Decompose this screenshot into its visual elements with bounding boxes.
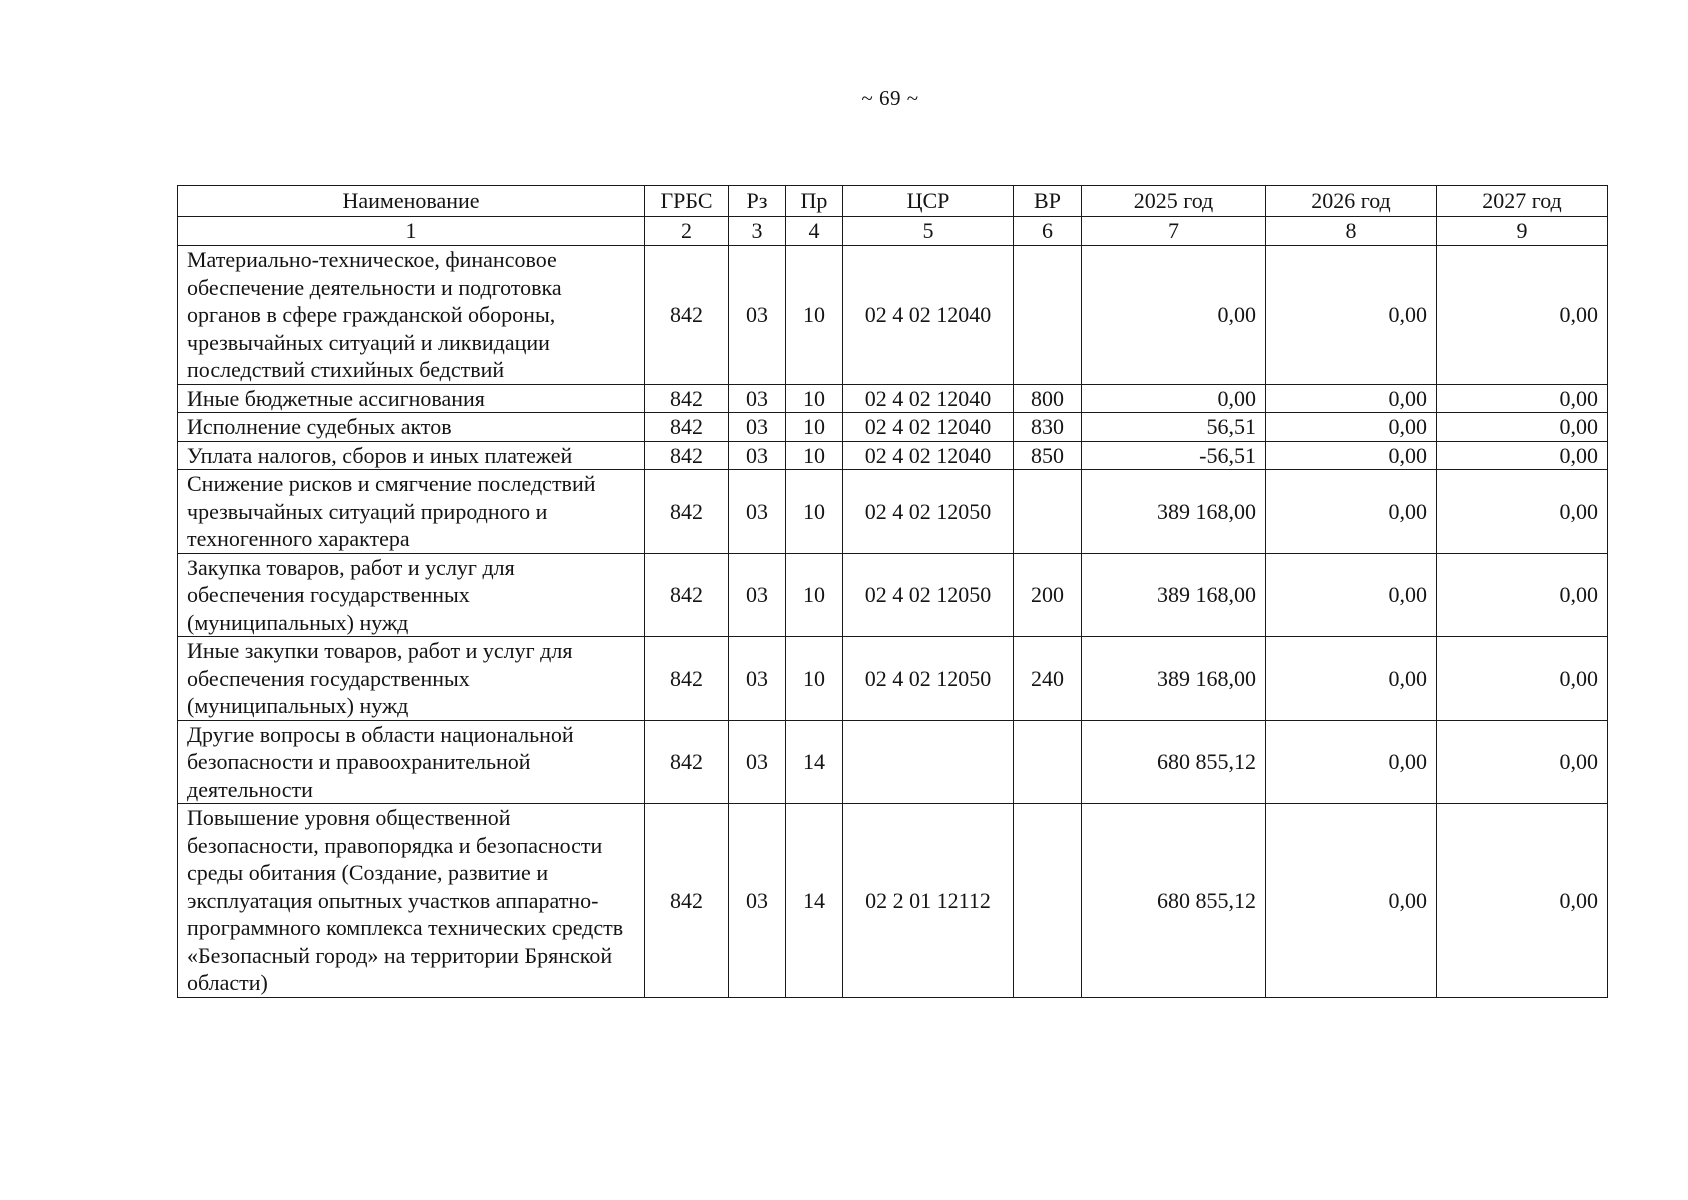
- row-name: Снижение рисков и смягчение последствий чрезвычайных ситуаций природного и техногенного характера: [178, 470, 645, 554]
- page-number: ~ 69 ~: [861, 86, 919, 110]
- row-grbs: 842: [645, 384, 729, 413]
- row-grbs: 842: [645, 720, 729, 804]
- row-grbs: 842: [645, 637, 729, 721]
- row-vr: 800: [1014, 384, 1082, 413]
- row-2027: 0,00: [1437, 246, 1608, 385]
- table-row: [178, 384, 1608, 413]
- row-csr: 02 4 02 12050: [843, 553, 1014, 637]
- row-vr: 830: [1014, 413, 1082, 442]
- row-2025: -56,51: [1082, 441, 1266, 470]
- column-number: 1: [178, 217, 645, 246]
- column-number: 7: [1082, 217, 1266, 246]
- column-number: 3: [729, 217, 786, 246]
- row-name: Закупка товаров, работ и услуг для обеспечения государственных (муниципальных) нужд: [178, 553, 645, 637]
- table-row: [178, 441, 1608, 470]
- row-2027: 0,00: [1437, 441, 1608, 470]
- header-rz: Рз: [729, 186, 786, 217]
- table-row: [178, 470, 1608, 554]
- row-csr: 02 4 02 12050: [843, 637, 1014, 721]
- row-2025: 680 855,12: [1082, 804, 1266, 998]
- row-csr: 02 4 02 12040: [843, 246, 1014, 385]
- row-2025: 389 168,00: [1082, 637, 1266, 721]
- column-number: 6: [1014, 217, 1082, 246]
- row-2025: 0,00: [1082, 384, 1266, 413]
- row-grbs: 842: [645, 804, 729, 998]
- header-2025: 2025 год: [1082, 186, 1266, 217]
- row-name: Материально-техническое, финансовое обеспечение деятельности и подготовка органов в сфере гражданской обороны, чрезвычайных ситуаций и ликвидации последствий стихийных бедствий: [178, 246, 645, 385]
- header-csr: ЦСР: [843, 186, 1014, 217]
- row-csr: [843, 720, 1014, 804]
- row-2025: 680 855,12: [1082, 720, 1266, 804]
- row-2025: 56,51: [1082, 413, 1266, 442]
- row-csr: 02 4 02 12050: [843, 470, 1014, 554]
- row-rz: 03: [729, 720, 786, 804]
- row-vr: 200: [1014, 553, 1082, 637]
- row-2027: 0,00: [1437, 413, 1608, 442]
- row-vr: 850: [1014, 441, 1082, 470]
- row-2025: 389 168,00: [1082, 553, 1266, 637]
- row-vr: 240: [1014, 637, 1082, 721]
- header-row: [178, 186, 1608, 217]
- table-row: [178, 553, 1608, 637]
- row-pr: 10: [786, 553, 843, 637]
- row-pr: 10: [786, 413, 843, 442]
- row-name: Другие вопросы в области национальной безопасности и правоохранительной деятельности: [178, 720, 645, 804]
- column-number-row: [178, 217, 1608, 246]
- row-name: Иные закупки товаров, работ и услуг для обеспечения государственных (муниципальных) нужд: [178, 637, 645, 721]
- row-2026: 0,00: [1266, 384, 1437, 413]
- row-grbs: 842: [645, 470, 729, 554]
- row-2026: 0,00: [1266, 441, 1437, 470]
- table-row: [178, 246, 1608, 385]
- row-name: Иные бюджетные ассигнования: [178, 384, 645, 413]
- table-row: [178, 804, 1608, 998]
- table-row: [178, 637, 1608, 721]
- row-rz: 03: [729, 413, 786, 442]
- table-row: [178, 720, 1608, 804]
- table-row: [178, 413, 1608, 442]
- column-number: 2: [645, 217, 729, 246]
- header-grbs: ГРБС: [645, 186, 729, 217]
- row-csr: 02 4 02 12040: [843, 384, 1014, 413]
- row-rz: 03: [729, 470, 786, 554]
- row-pr: 10: [786, 470, 843, 554]
- row-vr: [1014, 246, 1082, 385]
- row-2026: 0,00: [1266, 470, 1437, 554]
- row-2026: 0,00: [1266, 637, 1437, 721]
- row-pr: 10: [786, 637, 843, 721]
- row-rz: 03: [729, 246, 786, 385]
- row-grbs: 842: [645, 441, 729, 470]
- row-pr: 14: [786, 804, 843, 998]
- row-name: Уплата налогов, сборов и иных платежей: [178, 441, 645, 470]
- row-2027: 0,00: [1437, 553, 1608, 637]
- header-pr: Пр: [786, 186, 843, 217]
- row-2027: 0,00: [1437, 470, 1608, 554]
- row-pr: 14: [786, 720, 843, 804]
- row-2027: 0,00: [1437, 804, 1608, 998]
- row-vr: [1014, 470, 1082, 554]
- row-grbs: 842: [645, 553, 729, 637]
- row-rz: 03: [729, 441, 786, 470]
- header-name: Наименование: [178, 186, 645, 217]
- column-number: 4: [786, 217, 843, 246]
- row-pr: 10: [786, 246, 843, 385]
- header-2027: 2027 год: [1437, 186, 1608, 217]
- row-2026: 0,00: [1266, 246, 1437, 385]
- row-csr: 02 2 01 12112: [843, 804, 1014, 998]
- row-2027: 0,00: [1437, 384, 1608, 413]
- row-2027: 0,00: [1437, 720, 1608, 804]
- row-2025: 389 168,00: [1082, 470, 1266, 554]
- row-csr: 02 4 02 12040: [843, 441, 1014, 470]
- row-csr: 02 4 02 12040: [843, 413, 1014, 442]
- row-2027: 0,00: [1437, 637, 1608, 721]
- row-vr: [1014, 720, 1082, 804]
- row-vr: [1014, 804, 1082, 998]
- column-number: 8: [1266, 217, 1437, 246]
- row-grbs: 842: [645, 413, 729, 442]
- column-number: 9: [1437, 217, 1608, 246]
- row-pr: 10: [786, 441, 843, 470]
- row-2026: 0,00: [1266, 720, 1437, 804]
- budget-table: [177, 185, 1608, 998]
- row-2026: 0,00: [1266, 804, 1437, 998]
- row-rz: 03: [729, 637, 786, 721]
- row-2026: 0,00: [1266, 413, 1437, 442]
- row-name: Повышение уровня общественной безопасности, правопорядка и безопасности среды обитания (Создание, развитие и эксплуатация опытных участков аппаратно-программного комплекса технических средств «Безопасный город» на территории Брянской области): [178, 804, 645, 998]
- row-grbs: 842: [645, 246, 729, 385]
- row-rz: 03: [729, 553, 786, 637]
- row-rz: 03: [729, 804, 786, 998]
- row-rz: 03: [729, 384, 786, 413]
- header-2026: 2026 год: [1266, 186, 1437, 217]
- row-2025: 0,00: [1082, 246, 1266, 385]
- row-2026: 0,00: [1266, 553, 1437, 637]
- header-vr: ВР: [1014, 186, 1082, 217]
- row-name: Исполнение судебных актов: [178, 413, 645, 442]
- row-pr: 10: [786, 384, 843, 413]
- column-number: 5: [843, 217, 1014, 246]
